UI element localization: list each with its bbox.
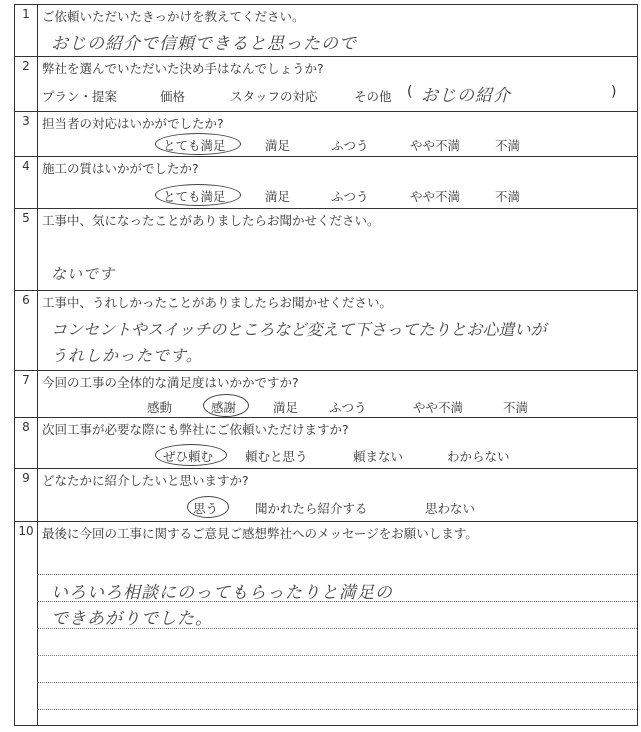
- question-7: [15, 371, 637, 418]
- option: スタッフの対応: [230, 89, 318, 104]
- option: プラン・提案: [42, 89, 118, 104]
- selection-circle: [155, 133, 241, 155]
- question-number: 5: [22, 211, 30, 225]
- question-text: 弊社を選んでいただいた決め手はなんでしょうか?: [42, 61, 324, 76]
- option: 不満: [495, 138, 521, 153]
- option: やや不満: [410, 189, 461, 204]
- option: 満足: [265, 189, 291, 204]
- question-4: [15, 157, 637, 209]
- option: わからない: [447, 449, 510, 464]
- option: ふつう: [329, 400, 367, 415]
- question-5: [15, 209, 637, 291]
- option: 満足: [265, 138, 291, 153]
- question-2: [15, 57, 637, 112]
- answer-line: [37, 709, 637, 710]
- selection-circle: [203, 394, 249, 417]
- question-number: 8: [22, 420, 30, 434]
- paren-close: ): [611, 84, 617, 100]
- option-selected: 思う: [193, 501, 219, 516]
- question-1: [15, 5, 637, 57]
- question-8: [15, 418, 637, 469]
- question-6: [15, 291, 637, 371]
- question-text: どなたかに紹介したいと思いますか?: [42, 473, 249, 488]
- answer-line: [37, 574, 637, 575]
- handwritten-answer-line-2: できあがりでした。: [51, 609, 213, 629]
- option-selected: 感謝: [211, 400, 237, 415]
- question-9: [15, 469, 637, 522]
- question-text: 工事中、気になったことがありましたらお聞かせください。: [42, 213, 380, 228]
- question-text: 工事中、うれしかったことがありましたらお聞かせください。: [42, 295, 393, 310]
- option: ふつう: [331, 189, 369, 204]
- option: 満足: [273, 400, 299, 415]
- answer-line: [37, 682, 637, 683]
- option: 価格: [160, 89, 186, 104]
- question-text: 次回工事が必要な際にも弊社にご依頼いただけますか?: [42, 422, 349, 437]
- survey-form: [14, 4, 638, 726]
- question-text: 担当者の対応はいかがでしたか?: [42, 116, 224, 131]
- option: やや不満: [413, 400, 464, 415]
- option: その他: [354, 89, 392, 104]
- question-number: 7: [22, 373, 30, 387]
- question-text: 今回の工事の全体的な満足度はいかかですか?: [42, 375, 299, 390]
- option: やや不満: [410, 138, 461, 153]
- question-number: 6: [22, 293, 30, 307]
- question-number: 3: [22, 114, 30, 128]
- option: ふつう: [331, 138, 369, 153]
- selection-circle: [155, 444, 227, 466]
- selection-circle: [155, 184, 241, 206]
- option: 不満: [495, 189, 521, 204]
- question-3: [15, 112, 637, 157]
- option: 頼むと思う: [245, 449, 308, 464]
- question-number: 4: [22, 159, 30, 173]
- question-number: 1: [22, 7, 30, 21]
- paren-open: (: [407, 84, 413, 100]
- option: 頼まない: [353, 449, 404, 464]
- option-selected: とても満足: [163, 189, 226, 204]
- answer-line: [37, 655, 637, 656]
- option: 感動: [147, 400, 173, 415]
- question-text: 最後に今回の工事に関するご意見ご感想弊社へのメッセージをお願いします。: [42, 526, 478, 541]
- handwritten-answer: ないです: [51, 265, 116, 283]
- option: 不満: [503, 400, 529, 415]
- question-text: ご依頼いただいたきっかけを教えてください。: [42, 9, 305, 24]
- question-number: 2: [22, 59, 30, 73]
- handwritten-answer-line-1: いろいろ相談にのってもらったりと満足の: [51, 583, 393, 603]
- question-text: 施工の質はいかがでしたか?: [42, 161, 199, 176]
- handwritten-answer-line-2: うれしかったです。: [51, 346, 203, 365]
- handwritten-answer: おじの紹介: [421, 86, 511, 106]
- question-number: 10: [18, 524, 34, 538]
- question-10: [15, 522, 637, 727]
- handwritten-answer-line-1: コンセントやスイッチのところなど変えて下さってたりとお心遣いが: [51, 320, 547, 339]
- option: 聞かれたら紹介する: [255, 501, 368, 516]
- option-selected: ぜひ頼む: [163, 449, 214, 464]
- question-number: 9: [22, 471, 30, 485]
- handwritten-answer: おじの紹介で信頼できると思ったので: [51, 34, 357, 54]
- option-selected: とても満足: [163, 138, 226, 153]
- option: 思わない: [425, 501, 476, 516]
- selection-circle: [187, 496, 229, 518]
